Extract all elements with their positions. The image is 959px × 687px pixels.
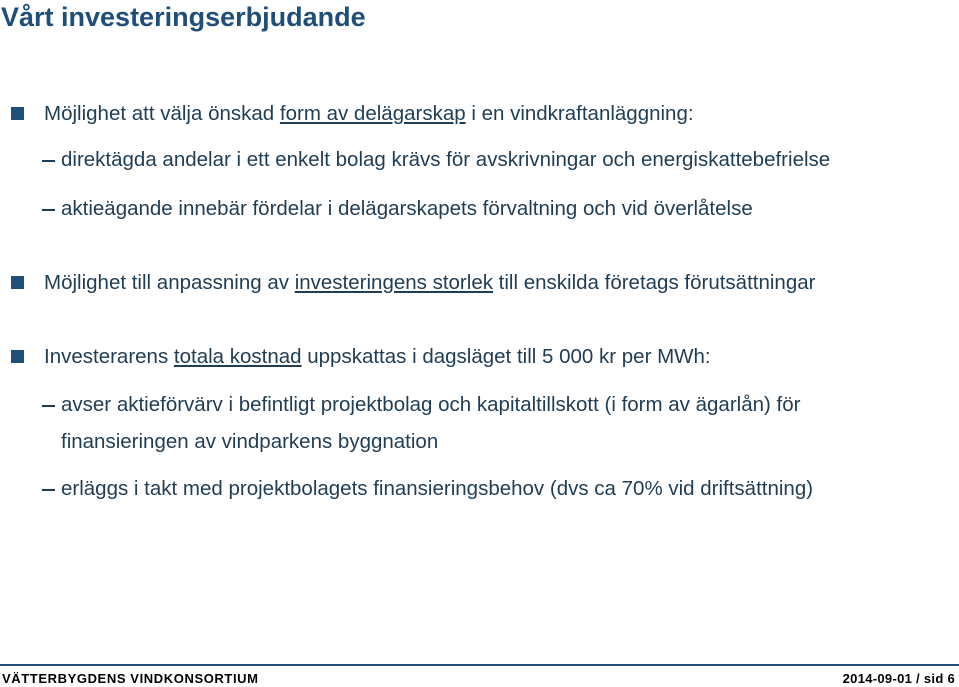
dash-icon — [42, 489, 55, 491]
footer-divider — [0, 664, 959, 666]
bullet-text: Möjlighet till anpassning av — [44, 271, 295, 294]
subitem-aktieagande: aktieägande innebär fördelar i delägarskapets förvaltning och vid överlåtelse — [61, 197, 753, 220]
dash-icon — [42, 405, 55, 407]
subitem-aktieforvarv-line2: finansieringen av vindparkens byggnation — [61, 430, 439, 453]
footer-page-info: 2014-09-01 / sid 6 — [842, 671, 955, 686]
footer-organization: VÄTTERBYGDENS VINDKONSORTIUM — [2, 671, 259, 686]
subitem-erlaggs-i-takt: erläggs i takt med projektbolagets finansieringsbehov (dvs ca 70% vid driftsättning) — [61, 477, 814, 500]
bullet-text: uppskattas i dagsläget till 5 000 kr per MWh: — [301, 345, 711, 368]
dash-icon — [42, 160, 55, 162]
dash-icon — [42, 209, 55, 211]
bullet-investeringens-storlek — [44, 270, 815, 296]
square-bullet-icon — [11, 107, 24, 120]
square-bullet-icon — [11, 276, 24, 289]
subitem-direktagda-andelar: direktägda andelar i ett enkelt bolag krävs för avskrivningar och energiskattebefrielse — [61, 148, 831, 171]
bullet-delagarskap — [44, 101, 694, 127]
bullet-text: Möjlighet att välja önskad — [44, 102, 280, 125]
bullet-text: i en vindkraftanläggning: — [465, 102, 694, 125]
subitem-aktieforvarv-line1: avser aktieförvärv i befintligt projektbolag och kapitaltillskott (i form av ägarlån) för — [61, 393, 801, 416]
emphasis-investeringens-storlek: investeringens storlek — [294, 271, 493, 294]
bullet-totala-kostnad — [44, 344, 711, 370]
bullet-text: Investerarens — [44, 345, 174, 368]
page-title: Vårt investeringserbjudande — [1, 2, 366, 32]
emphasis-totala-kostnad: totala kostnad — [173, 345, 302, 368]
square-bullet-icon — [11, 350, 24, 363]
bullet-text: till enskilda företags förutsättningar — [492, 271, 816, 294]
emphasis-form-av-delagarskap: form av delägarskap — [279, 102, 466, 125]
